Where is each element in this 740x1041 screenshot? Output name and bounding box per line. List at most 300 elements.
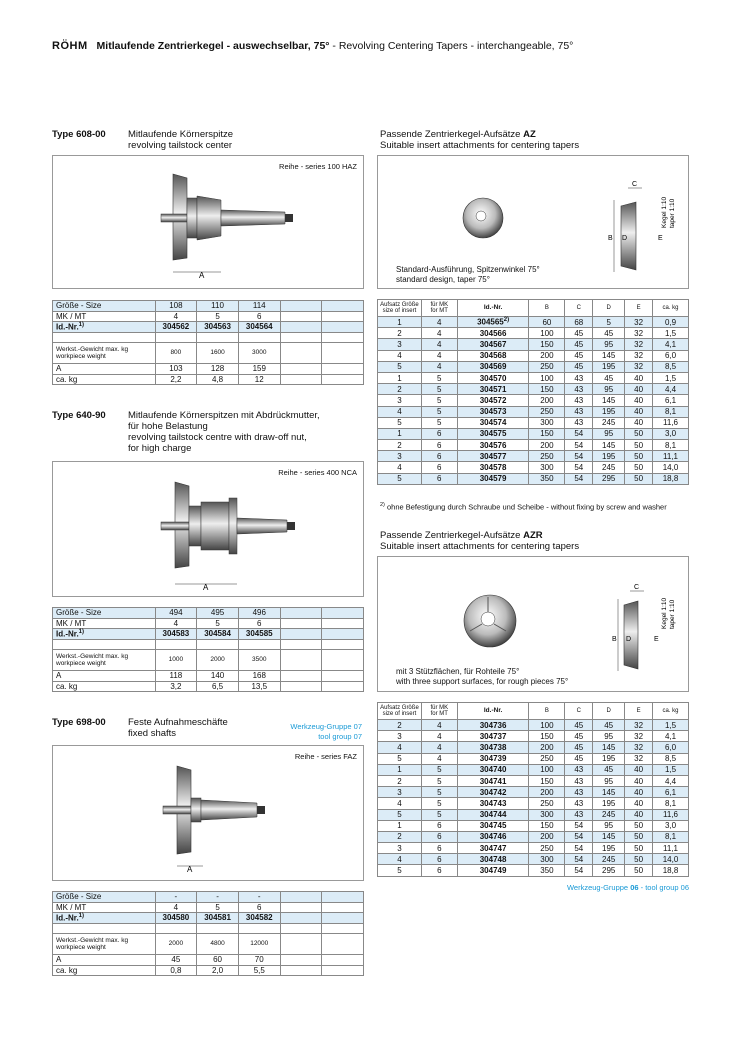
cell: 4 [421,742,457,753]
table-row [378,753,689,764]
col-header: B [529,300,565,317]
cell: 2000 [155,934,197,955]
cell: 4,4 [653,775,689,786]
table-row [378,361,689,372]
cell: 50 [625,451,653,462]
cell: 4 [155,311,197,322]
cell: 4,1 [653,731,689,742]
cell: 4 [155,618,197,629]
cell: 245 [593,462,625,473]
cell: 3,0 [653,428,689,439]
cell: 6 [238,618,280,629]
title-line: fixed shafts [128,728,177,739]
drawing-608 [52,155,364,289]
series-label: Reihe - series 100 HAZ [279,162,357,171]
cell: 54 [565,428,593,439]
cell: 8,1 [653,406,689,417]
cell: 295 [593,865,625,876]
cell: 32 [625,742,653,753]
row-label: MK / MT [53,618,156,629]
cell: 3 [378,843,422,854]
cell: 40 [625,417,653,428]
section-698-title [52,717,228,739]
col-header: Aufsatz Größe size of insert [378,703,422,720]
cell: 200 [529,395,565,406]
cell: 304582 [238,913,280,924]
dim-c: C [632,181,638,188]
cell: 40 [625,798,653,809]
cell: 5 [421,406,457,417]
cell: 250 [529,843,565,854]
caption-line: with three support surfaces, for rough pieces 75° [396,677,569,686]
cell: 304740 [457,764,529,775]
cell: 304585 [238,629,280,640]
cell: 45 [565,720,593,731]
cell: 300 [529,417,565,428]
cell: 110 [197,301,239,312]
cell: 250 [529,406,565,417]
cell: 14,0 [653,462,689,473]
cell: 4 [378,742,422,753]
cell: 18,8 [653,473,689,484]
cell: 50 [625,831,653,842]
cell: 300 [529,809,565,820]
table-row [378,809,689,820]
title-bold: AZ [523,129,536,140]
cell: 45 [593,764,625,775]
cell: 4800 [197,934,239,955]
cell: 304736 [457,720,529,731]
cell: 4 [421,720,457,731]
table-row [378,798,689,809]
table-row [378,731,689,742]
cell: 3 [378,731,422,742]
cell: 145 [593,742,625,753]
cell: 43 [565,372,593,383]
taper-label: taper 1:10 [669,599,676,629]
cell: 800 [155,343,197,364]
azr-table [377,702,689,877]
cell: 304562 [155,322,197,333]
cell: 5 [197,311,239,322]
cell: 304581 [197,913,239,924]
cell: 1000 [155,650,197,671]
title-line: Mitlaufende Körnerspitze [128,129,234,140]
cell: 304737 [457,731,529,742]
cell: 495 [197,608,239,619]
cell: 43 [565,787,593,798]
cell: 250 [529,361,565,372]
cell: 6 [421,428,457,439]
cell: 304739 [457,753,529,764]
col-header: Id.-Nr. [457,300,529,317]
col-header: C [565,300,593,317]
dim-a-label: A [203,583,209,592]
cell: 45 [593,372,625,383]
cell: 5 [378,473,422,484]
cell: 4 [421,350,457,361]
cell: 140 [197,671,239,682]
cell: 100 [529,372,565,383]
cell: 4 [155,902,197,913]
cell: 6,1 [653,395,689,406]
table-row [378,865,689,876]
cell: 1,5 [653,372,689,383]
cell: 4 [421,317,457,328]
cell: 40 [625,764,653,775]
cell: 45 [565,361,593,372]
cell: 60 [529,317,565,328]
az-footnote: $^{2)}$ ohne Befestigung durch Schraube und Scheibe - without fixing by screw and washer [380,502,667,512]
cell: 304573 [457,406,529,417]
cell: 6 [421,451,457,462]
dim-e: E [658,235,663,242]
cell: 195 [593,361,625,372]
cell: 54 [565,451,593,462]
cell: 304584 [197,629,239,640]
title-line: Passende Zentrierkegel-Aufsätze [380,530,524,541]
cell: 6 [421,854,457,865]
table-row [53,650,364,671]
cell: 45 [593,328,625,339]
header-title-de: Mitlaufende Zentrierkegel - auswechselbar, 75° [96,40,330,52]
cell: 304566 [457,328,529,339]
cell: 304579 [457,473,529,484]
cell: 6 [421,865,457,876]
cell: 50 [625,843,653,854]
cell: 100 [529,328,565,339]
cell: 5 [421,395,457,406]
cell: 32 [625,753,653,764]
cell: 245 [593,854,625,865]
cell: 304743 [457,798,529,809]
cell: 195 [593,451,625,462]
cell: 5 [378,809,422,820]
row-label: MK / MT [53,902,156,913]
row-label: Id.-Nr.$^{1)}$ [53,629,156,640]
table-row [53,364,364,375]
row-label: A [53,955,156,966]
cell: 150 [529,384,565,395]
cell: 304571 [457,384,529,395]
cell: 2,2 [155,374,197,385]
cell: 54 [565,865,593,876]
caption-line: mit 3 Stützflächen, für Rohteile 75° [396,667,520,676]
cell: 245 [593,417,625,428]
cell: 12000 [238,934,280,955]
cell: 304741 [457,775,529,786]
cell: 1 [378,317,422,328]
col-header: Id.-Nr. [457,703,529,720]
cell: 45 [565,350,593,361]
row-label: A [53,364,156,375]
cell: 54 [565,440,593,451]
table-row [53,681,364,692]
cell: 40 [625,406,653,417]
kegel-label: Kegel 1:10 [661,597,668,629]
cell: 6,1 [653,787,689,798]
row-label: Größe - Size [53,608,156,619]
cell: 5 [197,618,239,629]
cell: 11,6 [653,417,689,428]
cell: 45 [565,753,593,764]
cell: 40 [625,372,653,383]
table-row [378,787,689,798]
cell: 95 [593,731,625,742]
cell: 50 [625,854,653,865]
cell: 6,0 [653,350,689,361]
dim-e: E [654,636,659,643]
cell: 494 [155,608,197,619]
table-row [378,775,689,786]
row-label: ca. kg [53,965,156,976]
section-608-title [52,129,233,151]
cell: 118 [155,671,197,682]
cell: 250 [529,798,565,809]
cell: 145 [593,787,625,798]
cell: 103 [155,364,197,375]
tool-group-line: Werkzeug-Gruppe 07 [290,722,362,731]
row-label: Größe - Size [53,301,156,312]
cell: 304744 [457,809,529,820]
cell: 45 [565,328,593,339]
cell: 2 [378,775,422,786]
table-row [378,395,689,406]
cell: 4 [378,406,422,417]
azr-caption [396,667,568,687]
dim-a-label: A [199,271,205,280]
cell: 6 [421,462,457,473]
cell: 43 [565,395,593,406]
cell: 128 [197,364,239,375]
dim-a-label: A [187,865,193,874]
cell: 1,5 [653,764,689,775]
cell: 54 [565,820,593,831]
table-row [53,902,364,913]
az-table [377,299,689,485]
cell: 5 [421,775,457,786]
table-row [378,350,689,361]
title-line: Passende Zentrierkegel-Aufsätze [380,129,524,140]
title-line: Feste Aufnahmeschäfte [128,717,228,728]
row-label: ca. kg [53,374,156,385]
cell: 1,5 [653,328,689,339]
cell: 168 [238,671,280,682]
cell: 145 [593,395,625,406]
cell: 60 [197,955,239,966]
cell: 4 [378,798,422,809]
cell: 304570 [457,372,529,383]
cell: 5 [421,764,457,775]
table-row [53,671,364,682]
cell: 40 [625,384,653,395]
cell: 195 [593,843,625,854]
cell: 50 [625,473,653,484]
table-row [378,764,689,775]
title-line: revolving tailstock centre with draw-off nut, [128,432,307,443]
table-row [53,629,364,640]
dim-d: D [626,636,632,643]
az-title [380,129,579,151]
cell: 40 [625,775,653,786]
cell: 3,2 [155,681,197,692]
table-row [378,417,689,428]
cell: 6 [238,311,280,322]
cell: 95 [593,384,625,395]
cell: 3 [378,395,422,406]
cell: 304568 [457,350,529,361]
cell: 3000 [238,343,280,364]
cell: 200 [529,350,565,361]
cell: 13,5 [238,681,280,692]
cell: 4,1 [653,339,689,350]
cell: 32 [625,350,653,361]
cell: - [238,892,280,903]
cell: 11,1 [653,451,689,462]
cell: 32 [625,339,653,350]
row-label: Id.-Nr.$^{1)}$ [53,913,156,924]
cell: 70 [238,955,280,966]
cell: 45 [593,720,625,731]
cell: 5 [421,372,457,383]
cell: 250 [529,451,565,462]
cell: 32 [625,317,653,328]
cell: 1,5 [653,720,689,731]
title-line: for high charge [128,443,192,454]
table-row [378,451,689,462]
cell: 4,4 [653,384,689,395]
cell: 45 [155,955,197,966]
cell: 95 [593,775,625,786]
cell: 32 [625,720,653,731]
cell: 32 [625,731,653,742]
col-header: E [625,300,653,317]
cell: 200 [529,831,565,842]
type-label: Type 698-00 [52,717,106,728]
col-header: E [625,703,653,720]
row-label: Größe - Size [53,892,156,903]
cell: 250 [529,753,565,764]
table-row [53,955,364,966]
cell: 40 [625,395,653,406]
cell: 1 [378,428,422,439]
drawing-azr [377,556,689,692]
table-608 [52,300,364,385]
cell: 304746 [457,831,529,842]
table-row [378,384,689,395]
table-row [378,406,689,417]
cell: 6 [421,440,457,451]
cell: 6,0 [653,742,689,753]
cell: 159 [238,364,280,375]
row-label: ca. kg [53,681,156,692]
row-label: Id.-Nr.$^{1)}$ [53,322,156,333]
col-header: D [593,300,625,317]
row-label: Werkst.-Gewicht max. kg workpiece weight [53,650,156,671]
brand-logo: RÖHM [52,40,88,52]
cell: 32 [625,361,653,372]
cell: 3 [378,451,422,462]
cell: 150 [529,820,565,831]
row-label: Werkst.-Gewicht max. kg workpiece weight [53,934,156,955]
table-row [378,440,689,451]
section-640-title [52,410,320,454]
cell: 150 [529,339,565,350]
cell: 43 [565,764,593,775]
cell: 5 [378,865,422,876]
dim-c: C [634,584,640,591]
title-line: revolving tailstock center [128,140,233,151]
table-row [53,923,364,934]
cell: 8,1 [653,440,689,451]
cell: 18,8 [653,865,689,876]
title-bold: AZR [523,530,543,541]
cell: 200 [529,787,565,798]
cell: 50 [625,820,653,831]
col-header: D [593,703,625,720]
cell: 54 [565,462,593,473]
cell: 50 [625,440,653,451]
cell: 2 [378,720,422,731]
cell: 6 [421,820,457,831]
cell: 304578 [457,462,529,473]
cell: 245 [593,809,625,820]
cell: 50 [625,462,653,473]
dim-b: B [608,235,613,242]
dim-d: D [622,235,628,242]
cell: 43 [565,798,593,809]
cell: 6 [421,473,457,484]
cell: 11,1 [653,843,689,854]
cell: 304583 [155,629,197,640]
cell: 8,5 [653,753,689,764]
cell: 4 [421,339,457,350]
cell: 50 [625,428,653,439]
cell: 304569 [457,361,529,372]
cell: 304749 [457,865,529,876]
cell: 304575 [457,428,529,439]
cell: - [197,892,239,903]
cell: 496 [238,608,280,619]
cell: 2 [378,384,422,395]
cell: 3500 [238,650,280,671]
cell: 304742 [457,787,529,798]
cell: 2000 [197,650,239,671]
cell: 304738 [457,742,529,753]
table-header [378,703,689,720]
cell: 45 [565,731,593,742]
cell: 6 [238,902,280,913]
cell: 2 [378,440,422,451]
type-label: Type 608-00 [52,129,106,140]
cell: 5 [197,902,239,913]
tool-group-07 [262,722,362,742]
table-row [378,428,689,439]
cell: 150 [529,731,565,742]
col-header: B [529,703,565,720]
cell: 54 [565,831,593,842]
cell: 5,5 [238,965,280,976]
cell: 304576 [457,440,529,451]
cell: 43 [565,775,593,786]
taper-label: taper 1:10 [669,198,676,228]
tailstock-center-drawing [53,156,365,290]
cell: 304574 [457,417,529,428]
cell: 2 [378,328,422,339]
cell: 145 [593,831,625,842]
col-header: für MK for MT [421,703,457,720]
table-row [378,831,689,842]
